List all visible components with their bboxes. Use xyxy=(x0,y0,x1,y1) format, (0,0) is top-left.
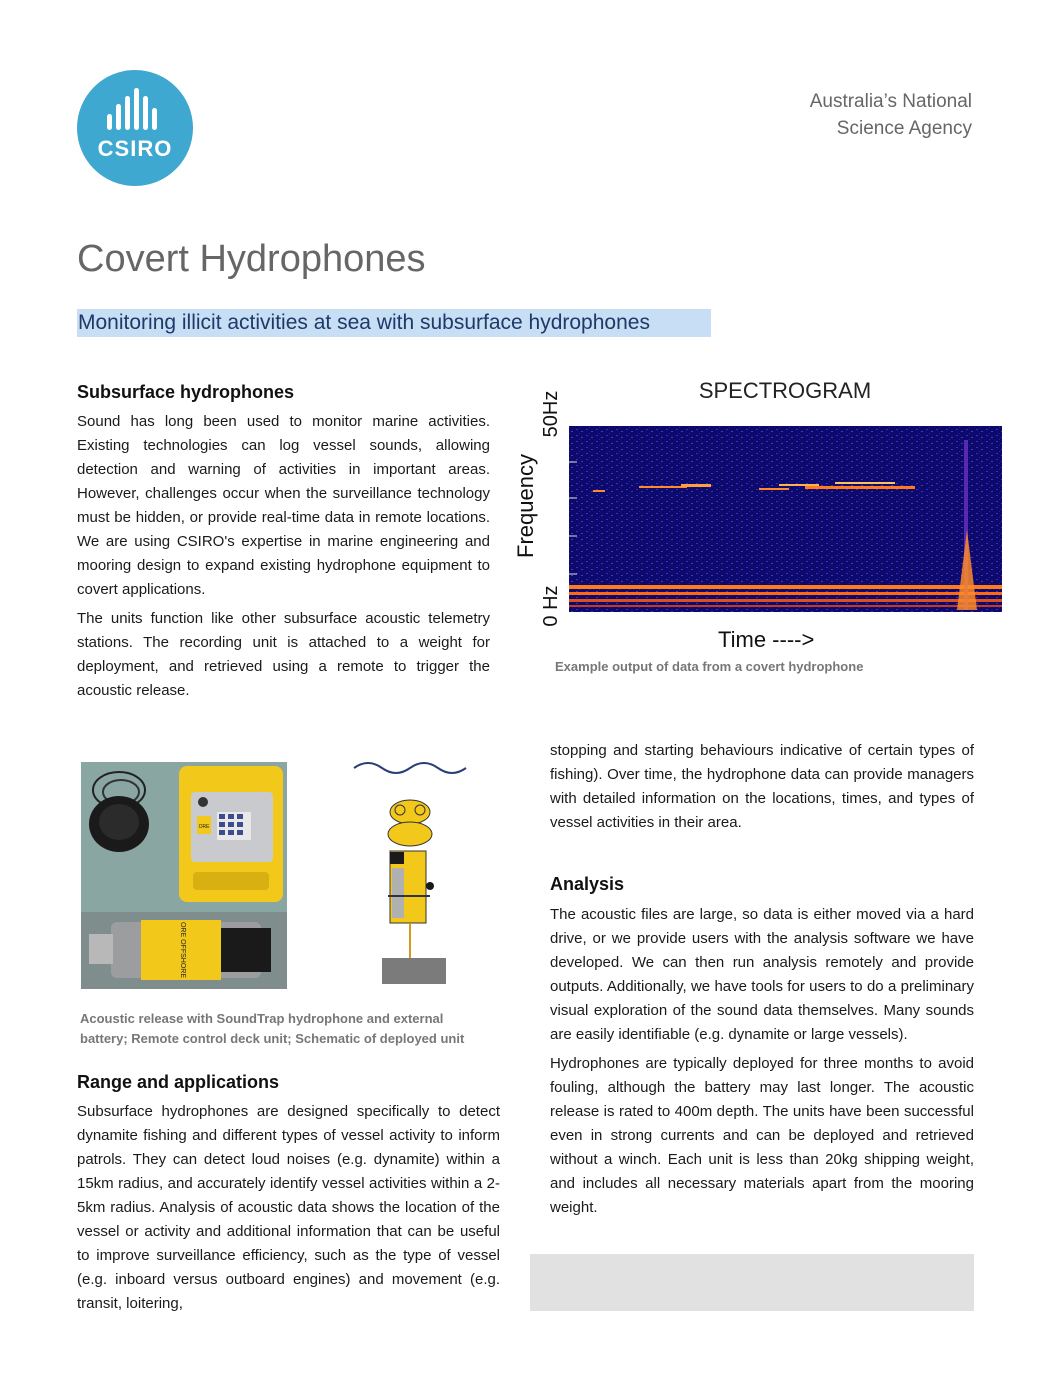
heading-range: Range and applications xyxy=(77,1072,280,1092)
sea-surface-wave xyxy=(354,763,466,773)
device-label: ORE xyxy=(198,824,210,830)
ytick-bottom-label: 0 Hz xyxy=(540,585,562,627)
photo-caption xyxy=(80,1009,510,1049)
spectrogram-caption: Example output of data from a covert hydrophone xyxy=(555,659,864,674)
analysis-paragraph-2: Hydrophones are typically deployed for three months to avoid fouling, although the battery may last longer. The acoustic release is rated to 400m depth. The units have been successful even in strong currents and can be deployed and retrieved without a winch. Each unit is less than 20kg shipping weight, and includes all necessary materials apart from the mooring weight. xyxy=(550,1055,974,1216)
spectrogram-title: SPECTROGRAM xyxy=(698,378,872,403)
heading-analysis: Analysis xyxy=(550,874,625,894)
ylabel: Frequency xyxy=(513,454,538,558)
range-text xyxy=(77,1100,500,1316)
photo-caption-line-2: battery; Remote control deck unit; Schematic of deployed unit xyxy=(80,1031,465,1046)
subsurface-text xyxy=(77,410,490,703)
csiro-logo xyxy=(77,70,193,186)
agency-line-1: Australia’s National xyxy=(809,91,972,112)
release-label: ORE OFFSHORE xyxy=(179,921,186,979)
ytick-top-label: 50Hz xyxy=(540,390,562,438)
agency-line-2: Science Agency xyxy=(836,118,972,139)
spectrogram-chart xyxy=(505,380,1005,630)
spectrogram-plot-area xyxy=(569,426,1002,612)
equipment-photos xyxy=(81,762,287,989)
continued-paragraph: stopping and starting behaviours indicative of certain types of fishing). Over time, the hydrophone data can provide managers with detailed information on the locations, times, and types of vessel activities in their area. xyxy=(550,742,974,831)
footer-grey-box xyxy=(530,1254,974,1311)
subsurface-paragraph-1: Sound has long been used to monitor marine activities. Existing technologies can log vessel sounds, allowing detection and warning of activities in important areas. However, challenges occur when the surveillance technology must be hidden, or provide real-time data in remote locations. We are using CSIRO's expertise in marine engineering and mooring design to expand existing hydrophone equipment to covert applications. xyxy=(77,413,490,598)
page-title: Covert Hydrophones xyxy=(77,238,426,280)
analysis-paragraph-1: The acoustic files are large, so data is either moved via a hard drive, or we provide users with the analysis software we have developed. We can then run analysis remotely and provide outputs. Additionally, we have tools for users to do a preliminary visual exploration of the sound data themselves. Many sounds are easily identifiable (e.g. dynamite or large vessels). xyxy=(550,906,974,1043)
subsurface-paragraph-2: The units function like other subsurface acoustic telemetry stations. The recording unit is attached to a weight for deployment, and retrieved using a remote to trigger the acoustic release. xyxy=(77,610,490,699)
agency-tagline xyxy=(810,88,972,142)
page-subtitle: Monitoring illicit activities at sea with subsurface hydrophones xyxy=(77,309,711,337)
range-paragraph-1: Subsurface hydrophones are designed specifically to detect dynamite fishing and different types of vessel activity to inform patrols. They can detect loud noises (e.g. dynamite) within a 15km radius, and accurately identify vessel activities within a 2-5km radius. Analysis of acoustic data shows the location of the vessel or activity and additional information that can be useful to improve surveillance efficiency, such as the type of vessel (e.g. inboard versus outboard engines) and movement (e.g. transit, loitering, xyxy=(77,1103,500,1312)
hydrophone-unit xyxy=(392,868,404,918)
heading-subsurface: Subsurface hydrophones xyxy=(77,382,295,402)
photo-caption-line-1: Acoustic release with SoundTrap hydrophone and external xyxy=(80,1011,444,1026)
mooring-weight xyxy=(382,958,446,984)
float-buoys xyxy=(388,800,432,846)
continued-text xyxy=(550,739,974,835)
xlabel: Time ----> xyxy=(718,627,815,652)
logo-wordmark: CSIRO xyxy=(97,136,173,161)
sound-bars-icon xyxy=(107,88,163,130)
analysis-text xyxy=(550,903,974,1220)
deployment-schematic xyxy=(348,756,478,991)
